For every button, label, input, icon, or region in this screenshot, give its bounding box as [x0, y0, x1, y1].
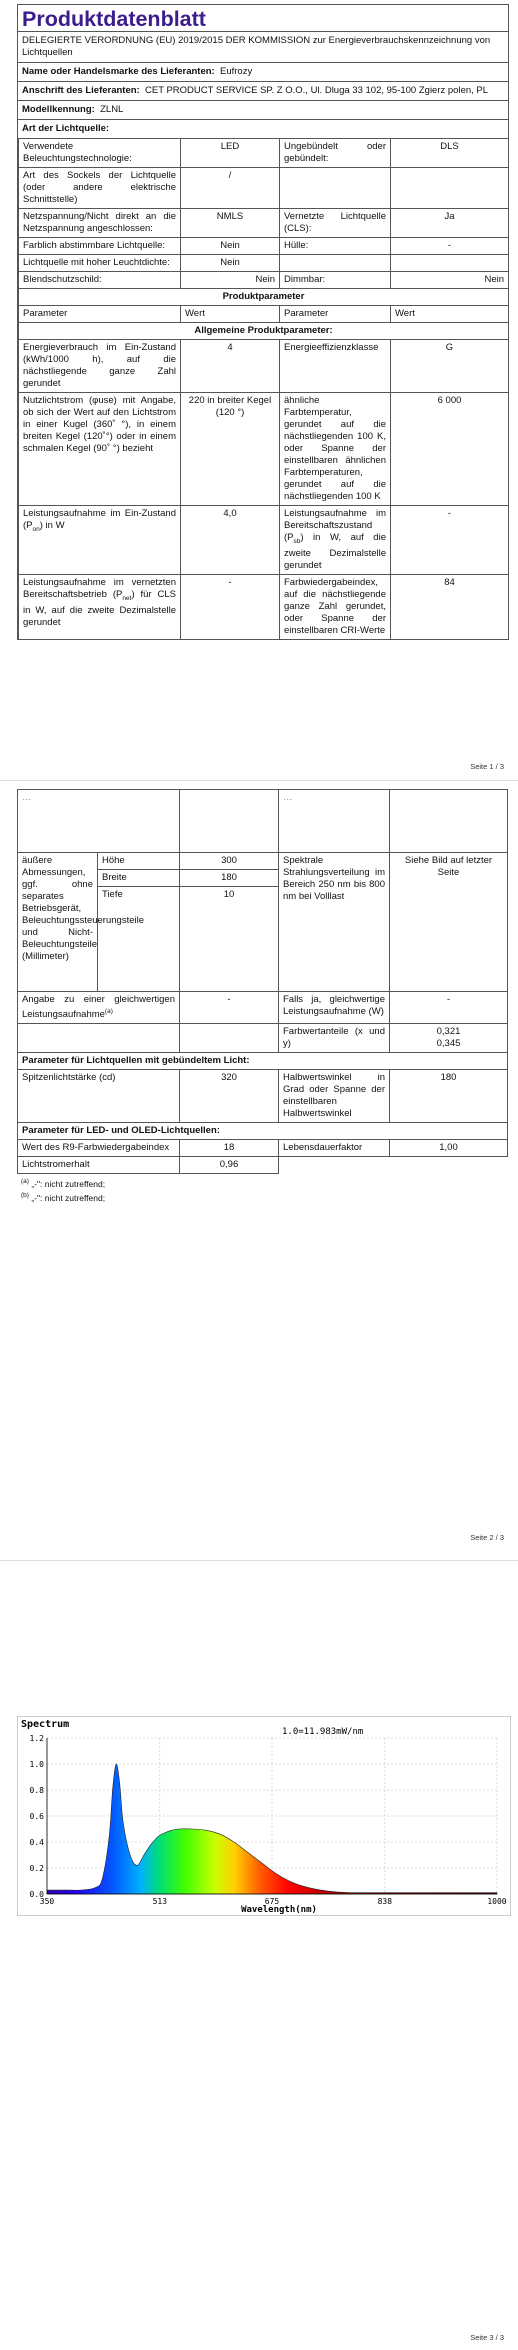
r9-value: 18 [180, 1140, 279, 1157]
chart-x-axis-label: Wavelength(nm) [241, 1905, 317, 1915]
page-number-2: Seite 2 / 3 [470, 1533, 504, 1542]
lightsource-type-label: Art der Lichtquelle: [22, 123, 110, 134]
life-value: 1,00 [390, 1140, 508, 1157]
empty-cell [391, 255, 509, 272]
y-tick-label: 1.2 [29, 1734, 44, 1743]
shield-label: Blendschutzschild: [19, 272, 181, 289]
width-value: 180 [180, 870, 279, 887]
cri-label: Farbwiedergabeindex, auf die nächstliegende ganze Zahl gerundet, oder Spanne der einstellbaren CRI-Werte [280, 574, 391, 639]
energy-value: 4 [181, 340, 280, 393]
eclass-label: Energieeffizienzklasse [280, 340, 391, 393]
pnet-label-continued: … [18, 790, 180, 853]
datasheet-title: Produktdatenblatt [18, 5, 508, 32]
table-row [19, 255, 509, 272]
empty-cell [390, 1157, 508, 1174]
supplier-address-value: CET PRODUCT SERVICE SP. Z O.O., Ul. Dluga 33 102, 95-100 Zgierz polen, PL [145, 85, 489, 96]
col-param-header: Parameter [19, 306, 181, 323]
empty-cell [180, 790, 279, 853]
table-row [19, 506, 509, 575]
psb-label: Leistungsaufnahme im Bereitschaftszustand $(P_{sb})$ in W, auf die zweite Dezimalstelle gerundet [280, 506, 391, 575]
tech-label: Verwendete Beleuchtungstechnologie: [19, 139, 181, 168]
beam-label: Halbwertswinkel in Grad oder Spanne der einstellbaren Halbwertswinkel [279, 1070, 390, 1123]
supplier-name-label: Name oder Handelsmarke des Lieferanten: [22, 66, 215, 77]
energy-label: Energieverbrauch im Ein-Zustand (kWh/1000 h), auf die nächstliegende ganze Zahl gerundet [19, 340, 181, 393]
empty-cell [390, 790, 508, 853]
unbundled-label: Ungebündelt oder gebündelt: [280, 139, 391, 168]
y-tick-label: 0.0 [29, 1890, 44, 1899]
shield-value: Nein [181, 272, 280, 289]
col-value-header: Wert [181, 306, 280, 323]
page-number-3: Seite 3 / 3 [470, 2333, 504, 2342]
y-tick-label: 0.6 [29, 1812, 44, 1821]
empty-cell [280, 255, 391, 272]
equiv-power-value: - [390, 992, 508, 1024]
x-tick-label: 675 [264, 1897, 280, 1906]
model-value: ZLNL [100, 104, 124, 115]
table-row [18, 853, 508, 870]
cri-label-continued: … [279, 790, 390, 853]
maint-value: 0,96 [180, 1157, 279, 1174]
equiv-power-label: Falls ja, gleichwertige Leistungsaufnahme (W) [279, 992, 390, 1024]
y-tick-label: 0.4 [29, 1838, 44, 1847]
depth-value: 10 [180, 887, 279, 992]
beam-value: 180 [390, 1070, 508, 1123]
model-label: Modellkennung: [22, 104, 95, 115]
chart-annotation: 1.0=11.983mW/nm [282, 1727, 364, 1737]
page-1 [0, 0, 518, 780]
y-tick-label: 1.0 [29, 1760, 44, 1769]
empty-cell [18, 1024, 180, 1053]
mains-label: Netzspannung/Nicht direkt an die Netzspannung angeschlossen: [19, 209, 181, 238]
socket-label: Art des Sockels der Lichtquelle (oder andere elektrische Schnittstelle) [19, 168, 181, 209]
hlum-label: Lichtquelle mit hoher Leuchtdichte: [19, 255, 181, 272]
footnote-a: $^{(a)}$ „-": nicht zutreffend; [21, 1178, 106, 1189]
supplier-address-row [18, 82, 508, 101]
cct-label: ähnliche Farbtemperatur, gerundet auf die nächstliegenden 100 K, oder Spanne der einstellbaren ähnlichen Farbtemperaturen, gerundet auf die nächstliegenden 100 K [280, 393, 391, 506]
r9-label: Wert des R9-Farbwiedergabeindex [18, 1140, 180, 1157]
table-row [18, 1024, 508, 1053]
tech-value: LED [181, 139, 280, 168]
supplier-name-row [18, 63, 508, 82]
unbundled-value: DLS [391, 139, 509, 168]
table-row [19, 272, 509, 289]
empty-cell [180, 1024, 279, 1053]
y-tick-label: 0.2 [29, 1864, 44, 1873]
table-row [18, 1070, 508, 1123]
empty-cell [391, 168, 509, 209]
chart-title: Spectrum [21, 1719, 70, 1730]
dls-section-heading: Parameter für Lichtquellen mit gebündeltem Licht: [18, 1053, 508, 1070]
x-tick-label: 513 [152, 1897, 168, 1906]
tunable-value: Nein [181, 238, 280, 255]
table-row [18, 992, 508, 1024]
spd-label: Spektrale Strahlungsverteilung im Bereich 250 nm bis 800 nm bei Volllast [279, 853, 390, 992]
height-label: Höhe [98, 853, 180, 870]
datasheet-frame-1 [17, 4, 509, 640]
model-row [18, 101, 508, 120]
equiv-label: Angabe zu einer gleichwertigen Leistungsaufnahme$^{(a)}$ [18, 992, 180, 1024]
table-row [19, 209, 509, 238]
table-row [18, 1140, 508, 1157]
supplier-address-label: Anschrift des Lieferanten: [22, 85, 140, 96]
pon-value: 4,0 [181, 506, 280, 575]
socket-value: / [181, 168, 280, 209]
dim-label: äußere Abmessungen, ggf. ohne separates Betriebsgerät, Beleuchtungssteuerungsteile und Nicht-Beleuchtungsteile (Millimeter) [18, 853, 98, 992]
chrom-label: Farbwertanteile (x und y) [279, 1024, 390, 1053]
empty-cell [279, 1157, 390, 1174]
x-tick-label: 350 [39, 1897, 55, 1906]
product-params-heading: Produktparameter [19, 289, 509, 306]
peak-label: Spitzenlichtstärke (cd) [18, 1070, 180, 1123]
cri-value: 84 [391, 574, 509, 639]
table-row [19, 393, 509, 506]
table-row [19, 139, 509, 168]
params-table-continued [17, 789, 508, 1174]
table-row [18, 1157, 508, 1174]
eclass-value: G [391, 340, 509, 393]
footnote-b: $^{(b)}$ „-": nicht zutreffend; [21, 1191, 106, 1203]
led-section-heading: Parameter für LED- und OLED-Lichtquellen: [18, 1123, 508, 1140]
x-tick-label: 838 [377, 1897, 393, 1906]
height-value: 300 [180, 853, 279, 870]
peak-value: 320 [180, 1070, 279, 1123]
table-row [19, 340, 509, 393]
x-tick-label: 1000 [487, 1897, 507, 1906]
table-row [18, 1053, 508, 1070]
dimmable-label: Dimmbar: [280, 272, 391, 289]
hlum-value: Nein [181, 255, 280, 272]
connected-label: Vernetzte Lichtquelle (CLS): [280, 209, 391, 238]
psb-value: - [391, 506, 509, 575]
table-row [19, 289, 509, 306]
table-row [19, 323, 509, 340]
depth-label: Tiefe [98, 887, 180, 992]
maint-label: Lichtstromerhalt [18, 1157, 180, 1174]
table-row [18, 790, 508, 853]
lightsource-type-row [18, 120, 508, 138]
flux-label: Nutzlichtstrom (φuse) mit Angabe, ob sich der Wert auf den Lichtstrom in einer Kugel (360˚ °), in einem breiten Kegel (120˚°) oder in einem schmalen Kegel (90˚ °) bezieht [19, 393, 181, 506]
general-params-heading: Allgemeine Produktparameter: [19, 323, 509, 340]
cct-value: 6 000 [391, 393, 509, 506]
envelope-label: Hülle: [280, 238, 391, 255]
datasheet-frame-2 [17, 789, 507, 1204]
page-number-1: Seite 1 / 3 [470, 762, 504, 771]
flux-value: 220 in breiter Kegel (120 °) [181, 393, 280, 506]
spectrum-chart [17, 1716, 511, 1916]
tunable-label: Farblich abstimmbare Lichtquelle: [19, 238, 181, 255]
table-row [19, 238, 509, 255]
lightsource-type-table [18, 138, 509, 640]
page-2 [0, 780, 518, 1561]
dimmable-value: Nein [391, 272, 509, 289]
regulation-text: DELEGIERTE VERORDNUNG (EU) 2019/2015 DER KOMMISSION zur Energieverbrauchskennzeichnung von Lichtquellen [18, 32, 508, 63]
y-tick-label: 0.8 [29, 1786, 44, 1795]
spd-value: Siehe Bild auf letzter Seite [390, 853, 508, 992]
table-row [19, 574, 509, 639]
equiv-value: - [180, 992, 279, 1024]
width-label: Breite [98, 870, 180, 887]
table-row [18, 1123, 508, 1140]
pon-label: Leistungsaufnahme im Ein-Zustand $(P_{on})$ in W [19, 506, 181, 575]
life-label: Lebensdauerfaktor [279, 1140, 390, 1157]
pnet-value: - [181, 574, 280, 639]
pnet-label: Leistungsaufnahme im vernetzten Bereitschaftsbetrieb $(P_{net})$ für CLS in W, auf die zweite Dezimalstelle gerundet [19, 574, 181, 639]
table-row [19, 168, 509, 209]
connected-value: Ja [391, 209, 509, 238]
chrom-value: 0,321 0,345 [390, 1024, 508, 1053]
page-3 [0, 1560, 518, 2350]
col-param-header: Parameter [280, 306, 391, 323]
col-value-header: Wert [391, 306, 509, 323]
envelope-value: - [391, 238, 509, 255]
empty-cell [280, 168, 391, 209]
mains-value: NMLS [181, 209, 280, 238]
table-row [19, 306, 509, 323]
supplier-name-value: Eufrozy [220, 66, 253, 77]
